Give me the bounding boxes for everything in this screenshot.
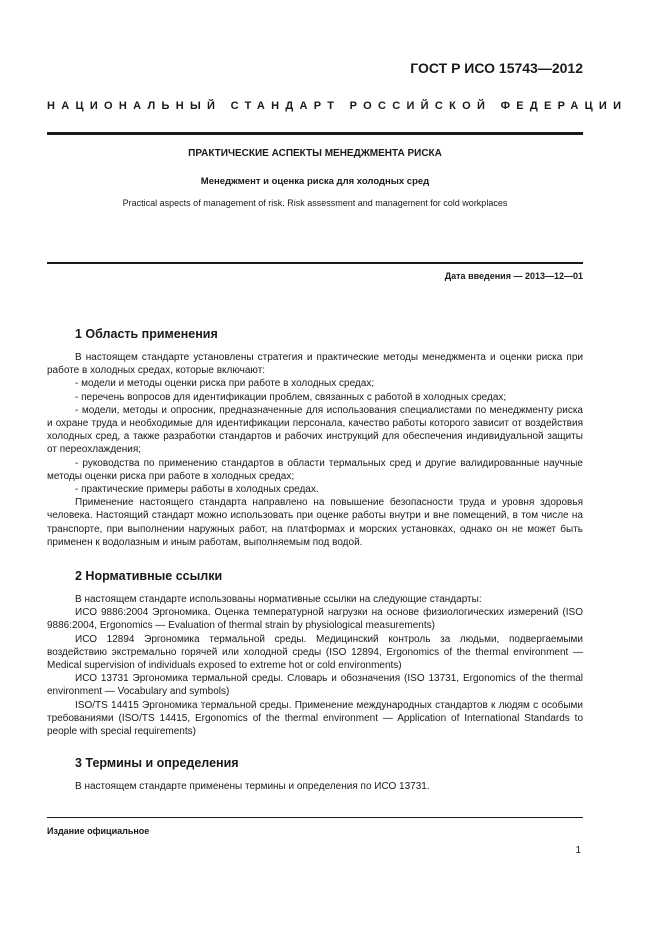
list-item: - руководства по применению стандартов в области термальных сред и другие валидированные научные методы оценки риска при работе в холодных средах; [47,457,583,482]
section-1-heading: 1 Область применения [75,327,218,341]
section-2-body [47,593,583,738]
section-3-heading: 3 Термины и определения [75,756,239,770]
list-item: - практические примеры работы в холодных средах. [75,484,319,496]
list-item: - перечень вопросов для идентификации проблем, связанных с работой в холодных средах; [75,391,507,403]
paragraph: В настоящем стандарте установлены стратегия и практические методы менеджмента и оценки риска при работе в холодных средах, которые включают: [47,352,583,377]
reference-item: ИСО 9886:2004 Эргономика. Оценка температурной нагрузки на основе физиологических измерений (ISO 9886:2004, Ergonomics — Evaluation of thermal strain by physiological measurements) [47,607,583,632]
top-divider [47,132,583,135]
reference-item: ИСО 13731 Эргономика термальной среды. Словарь и обозначения (ISO 13731, Ergonomics of the thermal environment — Vocabulary and symbols) [47,673,583,698]
edition-label: Издание официальное [47,826,150,836]
list-item: - модели, методы и опросник, предназначенные для использования специалистами по менеджменту риска и охране труда и необходимые для идентификации персонала, качество работы которого зависит от воздействия холодных сред, а также разработки стандартов и рабочих инструкций для обеспечения индивидуальной защиты от переохлаждения; [47,404,583,456]
list-item: - модели и методы оценки риска при работе в холодных средах; [75,378,375,390]
title-ru-main: ПРАКТИЧЕСКИЕ АСПЕКТЫ МЕНЕДЖМЕНТА РИСКА [188,148,442,159]
intro-date: Дата введения — 2013—12—01 [444,271,583,281]
title-divider [47,262,583,264]
section-3-body [47,780,583,793]
title-en: Practical aspects of management of risk. Risk assessment and management for cold workplaces [122,198,508,208]
section-1-body [47,351,583,549]
page-number: 1 [575,845,581,856]
paragraph: Применение настоящего стандарта направлено на повышение безопасности труда и уровня здоровья человека. Настоящий стандарт можно использовать при оценке работы внутри и вне помещений, в том числе на транспорте, при выполнении наружных работ, на платформах и морских установках, однако он не может быть применен к водолазным и иным работам, выполняемым под водой. [47,497,583,548]
paragraph: В настоящем стандарте применены термины и определения по ИСО 13731. [75,781,430,792]
standard-number: ГОСТ Р ИСО 15743—2012 [410,60,583,76]
title-ru-sub: Менеджмент и оценка риска для холодных сред [200,176,430,187]
reference-item: ISO/TS 14415 Эргономика термальной среды. Применение международных стандартов к людям с особыми требованиями (ISO/TS 14415, Ergonomics of the thermal environment — Application of International Standards to people with special requirements) [47,699,583,738]
footer-divider [47,817,583,818]
paragraph: В настоящем стандарте использованы нормативные ссылки на следующие стандарты: [75,594,482,605]
national-standard-heading: НАЦИОНАЛЬНЫЙ СТАНДАРТ РОССИЙСКОЙ ФЕДЕРАЦИИ [47,100,628,112]
section-2-heading: 2 Нормативные ссылки [75,569,223,583]
reference-item: ИСО 12894 Эргономика термальной среды. Медицинский контроль за людьми, подвергаемыми воздействию экстремально горячей или холодной среды (ISO 12894, Ergonomics of the thermal environment — Medical supervision of individuals exposed to extreme hot or cold environments) [47,633,583,672]
